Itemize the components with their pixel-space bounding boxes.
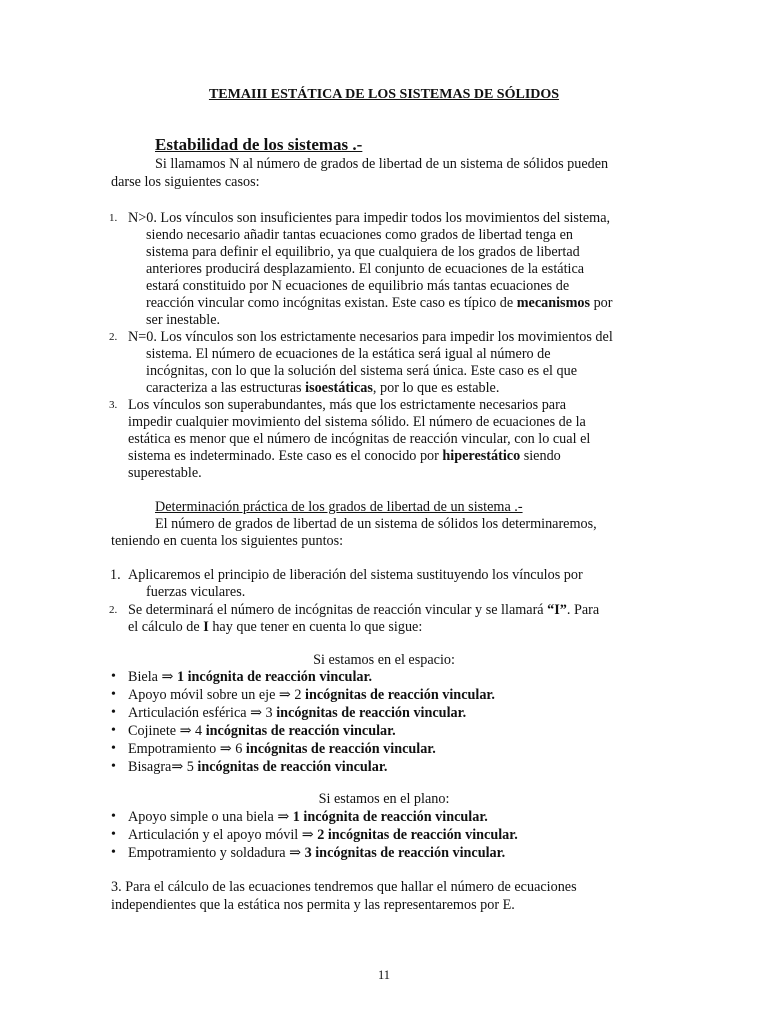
intro-line: darse los siguientes casos: xyxy=(111,174,260,190)
bullet-icon: • xyxy=(111,827,116,842)
bold-term: I xyxy=(203,619,209,635)
case-number: 2. xyxy=(109,331,118,343)
space-caption: Si estamos en el espacio: xyxy=(313,652,455,668)
list-item xyxy=(128,758,387,776)
list-item xyxy=(128,826,518,844)
point-text-part: Se determinará el número de incógnitas de reacción vincular y se llamará xyxy=(128,602,548,618)
list-item-text: Apoyo simple o una biela ⇒ xyxy=(128,809,293,825)
case-text xyxy=(128,447,561,465)
point-number: 2. xyxy=(109,604,118,616)
case-text: estática es menor que el número de incógnitas de reacción vincular, con lo cual el xyxy=(128,431,591,447)
list-item-text: Articulación esférica ⇒ 3 xyxy=(128,705,277,721)
bullet-icon: • xyxy=(111,741,116,756)
list-item-bold: 2 incógnitas de reacción vincular. xyxy=(317,827,518,843)
case-text-part: siendo xyxy=(520,448,561,464)
case-text xyxy=(146,379,499,397)
list-item-bold: incógnitas de reacción vincular. xyxy=(305,687,495,703)
bullet-icon: • xyxy=(111,809,116,824)
case-text: estará constituido por N ecuaciones de equilibrio más tantas ecuaciones de xyxy=(146,278,570,294)
list-item-text: Bisagra⇒ 5 xyxy=(128,759,198,775)
final-line: independientes que la estática nos permita y las representaremos por E. xyxy=(111,897,515,913)
list-item xyxy=(128,808,488,826)
case-text-part: caracteriza a las estructuras xyxy=(146,380,306,396)
case-text: incógnitas, con lo que la solución del sistema será única. Este caso es el que xyxy=(146,363,578,379)
sub-intro-line: teniendo en cuenta los siguientes puntos: xyxy=(111,533,344,549)
case-text: Los vínculos son superabundantes, más que los estrictamente necesarios para xyxy=(128,397,567,413)
list-item-bold: 1 incógnita de reacción vincular. xyxy=(176,669,373,685)
list-item xyxy=(128,704,466,722)
bold-term: “I” xyxy=(547,602,567,618)
list-item xyxy=(128,844,505,862)
case-text: sistema. El número de ecuaciones de la estática será igual al número de xyxy=(146,346,551,362)
list-item xyxy=(128,722,396,740)
sub-heading: Determinación práctica de los grados de libertad de un sistema .- xyxy=(155,499,523,515)
final-line: 3. Para el cálculo de las ecuaciones tendremos que hallar el número de ecuaciones xyxy=(111,879,577,895)
case-text: anteriores producirá desplazamiento. El conjunto de ecuaciones de la estática xyxy=(146,261,585,277)
sub-intro-line: El número de grados de libertad de un sistema de sólidos los determinaremos, xyxy=(155,516,597,532)
point-text-part: . Para xyxy=(566,602,600,618)
list-item xyxy=(128,686,495,704)
page-number: 11 xyxy=(377,968,391,982)
case-number: 3. xyxy=(109,399,118,411)
list-item-bold: incógnitas de reacción vincular. xyxy=(276,705,467,721)
point-text: Aplicaremos el principio de liberación del sistema sustituyendo los vínculos por xyxy=(128,567,583,583)
list-item-bold: incógnitas de reacción vincular. xyxy=(197,759,388,775)
case-text: superestable. xyxy=(128,465,202,481)
case-text: impedir cualquier movimiento del sistema sólido. El número de ecuaciones de la xyxy=(128,414,586,430)
point-text-part: hay que tener en cuenta lo que sigue: xyxy=(208,619,423,635)
intro-line: Si llamamos N al número de grados de libertad de un sistema de sólidos pueden xyxy=(155,156,609,172)
point-text: fuerzas viculares. xyxy=(146,584,246,600)
list-item-bold: 3 incógnitas de reacción vincular. xyxy=(304,845,506,861)
document-title: TEMAIII ESTÁTICA DE LOS SISTEMAS DE SÓLIDOS xyxy=(208,87,560,102)
bold-term: mecanismos xyxy=(516,295,591,311)
case-text-part: sistema es indeterminado. Este caso es el conocido por xyxy=(128,448,443,464)
case-text xyxy=(146,294,612,312)
bold-term: isoestáticas xyxy=(305,380,373,396)
case-text-part: por xyxy=(590,295,613,311)
bullet-icon: • xyxy=(111,669,116,684)
list-item-text: Cojinete ⇒ 4 xyxy=(128,723,206,739)
list-item-text: Articulación y el apoyo móvil ⇒ xyxy=(128,827,318,843)
bold-term: hiperestático xyxy=(442,448,521,464)
bullet-icon: • xyxy=(111,845,116,860)
list-item-text: Empotramiento y soldadura ⇒ xyxy=(128,845,305,861)
case-text-part: reacción vincular como incógnitas existan. Este caso es típico de xyxy=(146,295,517,311)
bullet-icon: • xyxy=(111,687,116,702)
list-item-bold: incógnitas de reacción vincular. xyxy=(245,741,436,757)
list-item-bold: incógnitas de reacción vincular. xyxy=(205,723,396,739)
case-text: ser inestable. xyxy=(146,312,221,328)
bullet-icon: • xyxy=(111,723,116,738)
bullet-icon: • xyxy=(111,759,116,774)
case-text: N=0. Los vínculos son los estrictamente necesarios para impedir los movimientos del xyxy=(128,329,613,345)
list-item-text: Empotramiento ⇒ 6 xyxy=(128,741,246,757)
case-number: 1. xyxy=(109,212,118,224)
bullet-icon: • xyxy=(111,705,116,720)
list-item-text: Apoyo móvil sobre un eje ⇒ 2 xyxy=(128,687,305,703)
point-text xyxy=(128,601,599,619)
case-text-part: , por lo que es estable. xyxy=(372,380,500,396)
case-text: N>0. Los vínculos son insuficientes para impedir todos los movimientos del sistema, xyxy=(128,210,611,226)
point-text-part: el cálculo de xyxy=(128,619,204,635)
section-heading: Estabilidad de los sistemas .- xyxy=(155,135,363,154)
list-item-bold: 1 incógnita de reacción vincular. xyxy=(292,809,488,825)
point-number: 1. xyxy=(110,567,121,583)
case-text: sistema para definir el equilibrio, ya que cualquiera de los grados de libertad xyxy=(146,244,580,260)
case-text: siendo necesario añadir tantas ecuaciones como grados de libertad tenga en xyxy=(146,227,574,243)
list-item-text: Biela ⇒ xyxy=(128,669,177,685)
list-item xyxy=(128,740,436,758)
list-item xyxy=(128,668,372,686)
plane-caption: Si estamos en el plano: xyxy=(318,791,450,807)
point-text xyxy=(128,618,422,636)
